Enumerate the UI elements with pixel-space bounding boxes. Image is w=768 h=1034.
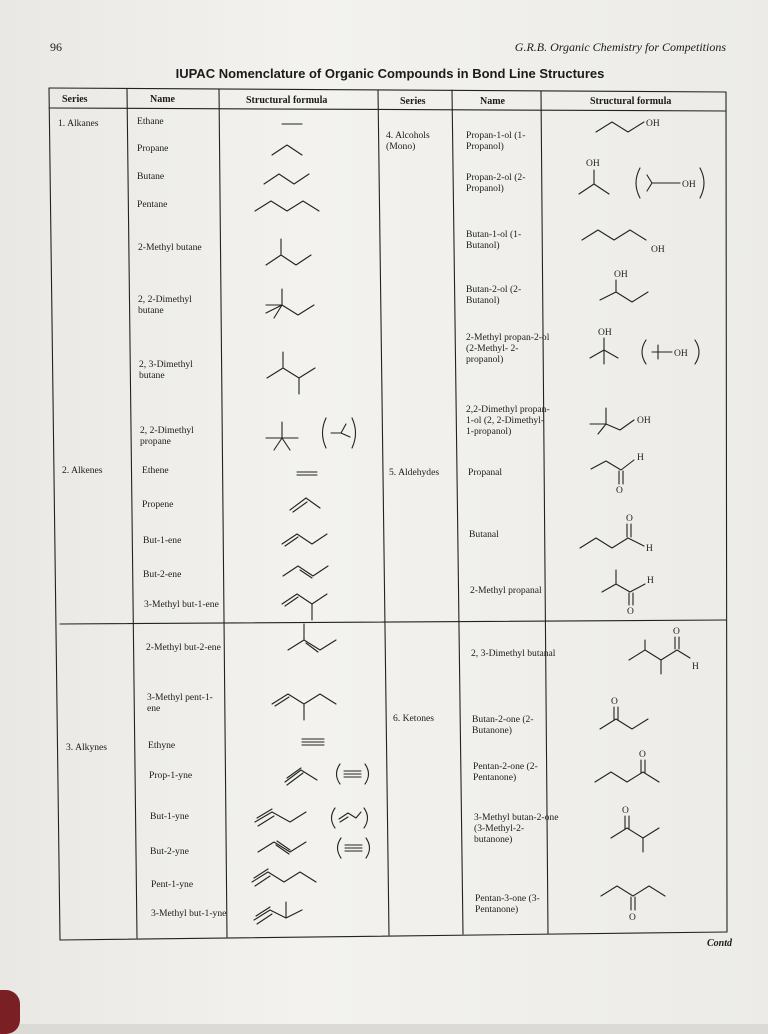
svg-text:OH: OH [598, 328, 612, 338]
name-3-methylbutan-2-one: 3-Methyl butan-2-one (3-Methyl-2- butanone) [474, 812, 559, 846]
name-but-2-yne: But-2-yne [150, 846, 189, 857]
svg-text:OH: OH [651, 245, 665, 255]
name-23-dimethylbutane: 2, 3-Dimethyl butane [139, 359, 193, 382]
name-propene: Propene [142, 499, 174, 510]
pentan-2-one-structure [595, 750, 659, 782]
23-dimethylbutane-structure [267, 352, 315, 394]
prop-1-yne-structure [285, 768, 317, 785]
svg-text:O: O [673, 627, 680, 637]
22-dimethylpropane-condensed [323, 418, 356, 448]
name-pentan-3-one: Pentan-3-one (3-Pentanone) [475, 893, 540, 916]
name-22-dimethylbutane: 2, 2-Dimethyl butane [138, 294, 192, 317]
svg-text:O: O [627, 607, 634, 617]
col-header-formula-left: Structural formula [246, 95, 328, 106]
name-but-1-yne: But-1-yne [150, 811, 189, 822]
22-dimethylbutane-structure [266, 289, 314, 318]
series-alkanes: 1. Alkanes [58, 118, 99, 129]
name-pentane: Pentane [137, 199, 168, 210]
name-butanal: Butanal [469, 529, 499, 540]
name-22-dimethylpropan-1-ol: 2,2-Dimethyl propan-1-ol (2, 2-Dimethyl- 1-propanol) [466, 404, 550, 438]
svg-text:OH: OH [682, 180, 696, 190]
name-propane: Propane [137, 143, 169, 154]
col-header-name-left: Name [150, 94, 175, 105]
3-methylbutan-2-one-structure [611, 806, 659, 852]
svg-text:H: H [637, 453, 644, 463]
col-header-series-left: Series [62, 94, 88, 105]
name-3-methylbut-1-ene: 3-Methyl but-1-ene [144, 599, 219, 610]
but-1-yne-condensed [332, 808, 368, 828]
svg-text:H: H [646, 544, 653, 554]
name-2-methylbut-2-ene: 2-Methyl but-2-ene [146, 642, 221, 653]
name-pent-1-yne: Pent-1-yne [151, 879, 194, 890]
propane-structure [272, 145, 302, 155]
3-methylpent-1-ene-structure [272, 694, 336, 720]
2-methylpropanal-structure [602, 570, 654, 617]
svg-text:OH: OH [674, 349, 688, 359]
name-3-methylpent-1-ene: 3-Methyl pent-1-ene [147, 692, 213, 715]
butan-2-one-structure [600, 697, 648, 729]
name-3-methylbut-1-yne: 3-Methyl but-1-yne [151, 908, 227, 919]
series-alkynes: 3. Alkynes [66, 742, 108, 753]
col-header-name-right: Name [480, 96, 505, 107]
but-2-yne-structure [258, 841, 306, 854]
23-dimethylbutanal-structure [629, 627, 699, 674]
name-butan-2-ol: Butan-2-ol (2-Butanol) [466, 284, 522, 307]
name-23-dimethylbutanal: 2, 3-Dimethyl butanal [471, 648, 556, 659]
svg-text:H: H [647, 576, 654, 586]
name-2-methylpropanal: 2-Methyl propanal [470, 585, 542, 596]
propan-1-ol-structure [596, 119, 660, 132]
2-methylpropan-2-ol-structure [590, 328, 618, 364]
butane-structure [264, 174, 309, 184]
but-1-yne-structure [255, 809, 306, 826]
name-butan-1-ol: Butan-1-ol (1-Butanol) [466, 229, 522, 252]
name-but-1-ene: But-1-ene [143, 535, 182, 546]
name-butan-2-one: Butan-2-one (2-Butanone) [472, 714, 534, 737]
2-methylbut-2-ene-structure [288, 624, 336, 652]
series-alcohols: 4. Alcohols (Mono) [386, 130, 430, 153]
2-methylpropan-2-ol-condensed [642, 340, 699, 364]
butanal-structure [580, 514, 653, 554]
propanal-structure [591, 453, 644, 496]
series-aldehydes: 5. Aldehydes [389, 467, 440, 478]
page-title: IUPAC Nomenclature of Organic Compounds in Bond Line Structures [175, 66, 605, 81]
pentan-3-one-structure [601, 886, 665, 923]
svg-text:O: O [626, 514, 633, 524]
name-butane: Butane [137, 171, 165, 182]
name-propan-2-ol: Propan-2-ol (2-Propanol) [466, 172, 526, 195]
3-methylbut-1-ene-structure [282, 594, 327, 620]
butan-1-ol-structure [582, 230, 665, 255]
svg-text:O: O [639, 750, 646, 760]
svg-text:H: H [692, 662, 699, 672]
but-1-ene-structure [282, 534, 327, 546]
running-head: G.R.B. Organic Chemistry for Competitions [514, 40, 726, 54]
pent-1-yne-structure [252, 869, 316, 886]
continued-note: Contd [706, 938, 732, 949]
thumb-edge [0, 990, 20, 1034]
but-2-ene-structure [283, 566, 328, 578]
name-propanal: Propanal [468, 467, 503, 478]
butan-2-ol-structure [600, 270, 648, 302]
name-ethyne: Ethyne [148, 740, 176, 751]
name-2-methylbutane: 2-Methyl butane [138, 242, 202, 253]
propene-structure [290, 498, 320, 512]
svg-text:O: O [616, 486, 623, 496]
svg-text:OH: OH [637, 416, 651, 426]
2-methylbutane-structure [266, 239, 311, 265]
name-ethene: Ethene [142, 465, 169, 476]
name-2-methylpropan-2-ol: 2-Methyl propan-2-ol (2-Methyl- 2-propanol) [466, 332, 550, 366]
svg-text:OH: OH [586, 159, 600, 169]
name-22-dimethylpropane: 2, 2-Dimethyl propane [140, 425, 194, 448]
but-2-yne-condensed [338, 838, 370, 858]
22-dimethylpropane-structure [266, 422, 298, 450]
name-propan-1-ol: Propan-1-ol (1-Propanol) [466, 130, 526, 153]
series-alkenes: 2. Alkenes [62, 465, 103, 476]
propan-2-ol-condensed [636, 168, 704, 198]
svg-text:OH: OH [614, 270, 628, 280]
22-dimethylpropan-1-ol-structure [590, 408, 651, 434]
name-pentan-2-one: Pentan-2-one (2-Pentanone) [473, 761, 538, 784]
prop-1-yne-condensed [337, 764, 369, 784]
name-prop-1-yne: Prop-1-yne [149, 770, 193, 781]
3-methylbut-1-yne-structure [254, 902, 302, 924]
svg-text:OH: OH [646, 119, 660, 129]
pentane-structure [255, 201, 319, 211]
name-ethane: Ethane [137, 116, 164, 127]
ethene-structure [297, 472, 317, 475]
page-number: 96 [50, 40, 62, 54]
col-header-series-right: Series [400, 96, 426, 107]
ethyne-structure [302, 739, 324, 745]
svg-text:O: O [629, 913, 636, 923]
svg-text:O: O [622, 806, 629, 816]
series-ketones: 6. Ketones [393, 713, 435, 724]
propan-2-ol-structure [579, 159, 609, 194]
svg-text:O: O [611, 697, 618, 707]
col-header-formula-right: Structural formula [590, 96, 672, 107]
name-but-2-ene: But-2-ene [143, 569, 182, 580]
